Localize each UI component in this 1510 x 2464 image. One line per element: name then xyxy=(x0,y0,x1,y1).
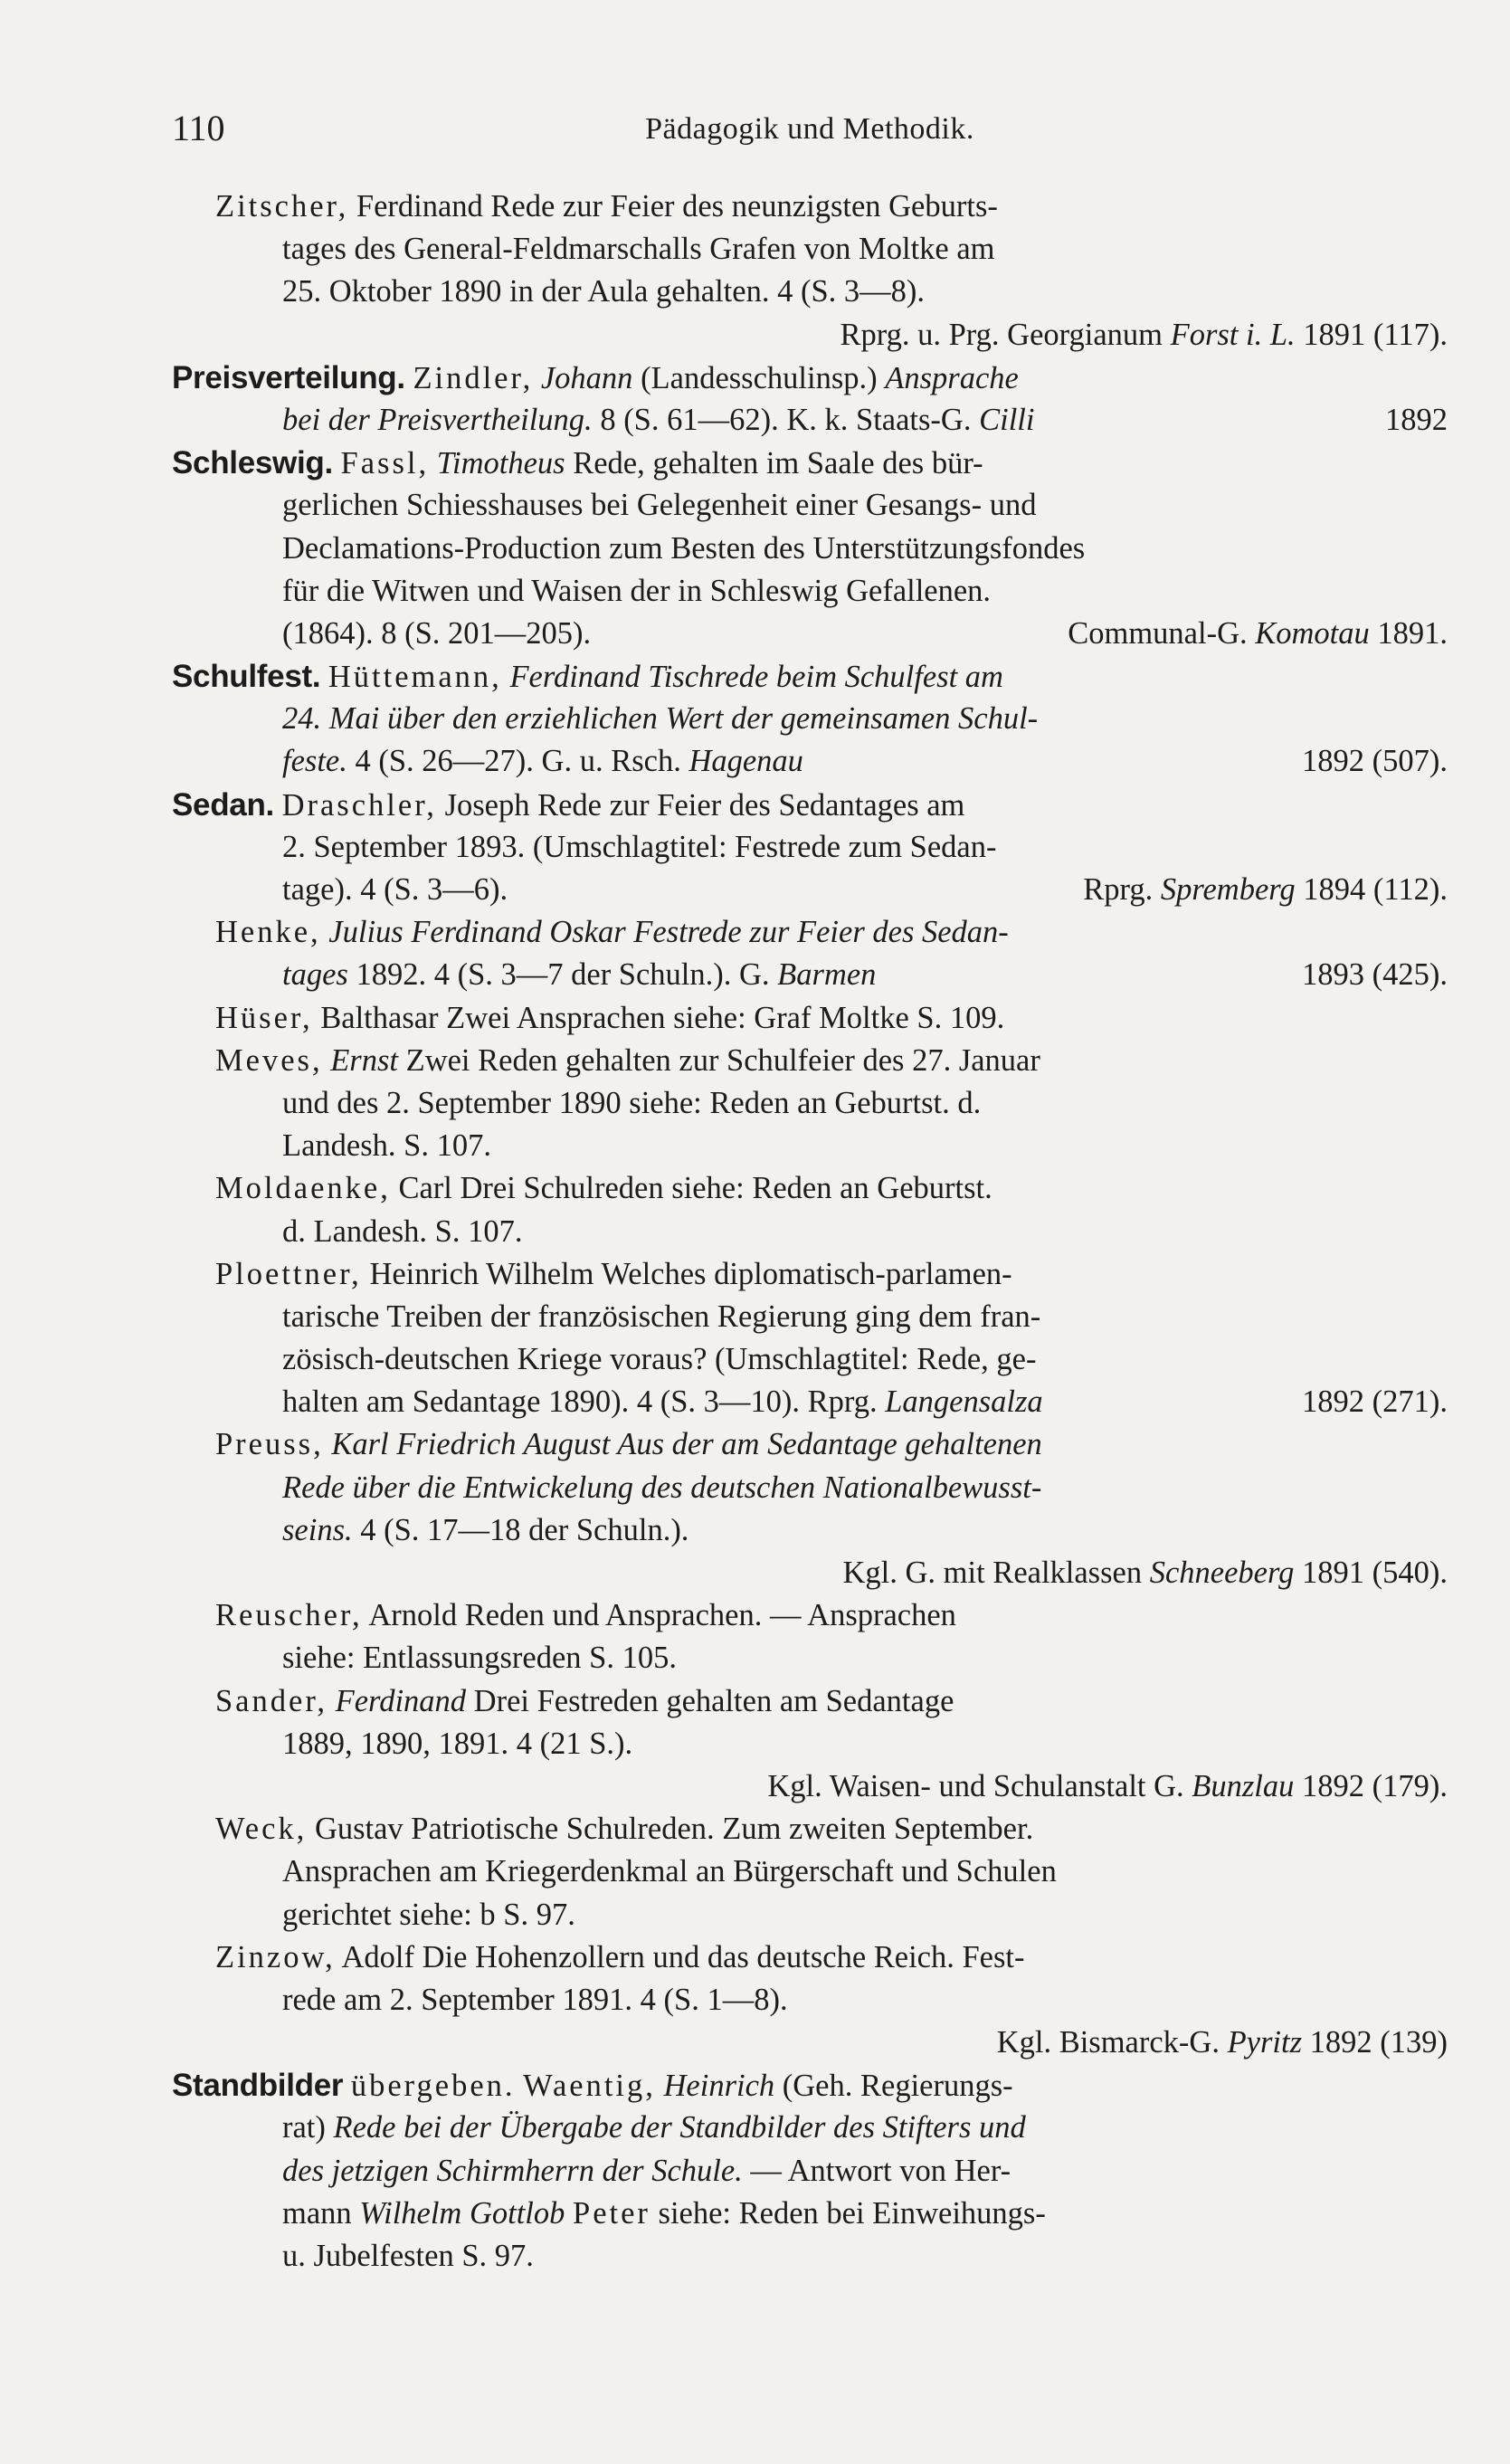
author-name: Sander, xyxy=(215,1683,328,1718)
text-line xyxy=(172,2022,1448,2064)
title-text: Ferdinand xyxy=(335,1683,467,1718)
title-text: Julius Ferdinand Oskar Festrede zur Feier des Sedan- xyxy=(328,915,1009,950)
text-segment: (Geh. Regierungs- xyxy=(774,2069,1013,2104)
text-segment xyxy=(333,446,341,480)
text-line xyxy=(172,399,1448,442)
title-text: feste. xyxy=(282,744,347,779)
text-segment: siehe: Entlassungsreden S. 105. xyxy=(282,1641,677,1676)
text-segment: tage). 4 (S. 3—6). xyxy=(282,872,508,907)
text-segment: Kgl. G. mit Realklassen xyxy=(842,1555,1150,1590)
text-segment: Balthasar Zwei Ansprachen siehe: Graf Moltke S. 109. xyxy=(312,1000,1005,1035)
title-text: Forst i. L. xyxy=(1170,317,1296,352)
text-line xyxy=(172,1082,1448,1125)
text-line xyxy=(172,484,1448,527)
title-text: Spremberg xyxy=(1160,872,1296,907)
title-text: 24. Mai über den erziehlichen Wert der gemeinsamen Schul- xyxy=(282,701,1039,737)
text-line xyxy=(172,1680,1448,1723)
text-segment: u. Jubelfesten S. 97. xyxy=(282,2239,534,2273)
text-segment: Drei Festreden gehalten am Sedantage xyxy=(466,1683,954,1718)
text-line xyxy=(172,1552,1448,1594)
title-text: Rede über die Entwickelung des deutschen Nationalbewusst- xyxy=(282,1470,1042,1505)
text-line xyxy=(172,228,1448,271)
text-line xyxy=(172,186,1448,228)
title-text: seins. xyxy=(282,1512,353,1547)
text-line xyxy=(172,1850,1448,1893)
text-line xyxy=(172,442,1448,484)
text-segment: Rede, gehalten im Saale des bür- xyxy=(565,446,983,481)
text-segment xyxy=(274,788,282,823)
publication-info xyxy=(1068,613,1448,655)
text-segment: Declamations-Production zum Besten des Unterstützungsfondes xyxy=(282,530,1086,566)
text-line xyxy=(172,1509,1448,1552)
text-segment: Kgl. Bismarck-G. xyxy=(996,2025,1228,2060)
text-segment xyxy=(320,660,328,694)
title-text: Heinrich xyxy=(663,2069,775,2104)
text-segment: 1892 (271). xyxy=(1302,1384,1448,1420)
text-segment: Adolf Die Hohenzollern und das deutsche Reich. Fest- xyxy=(335,1939,1025,1974)
text-segment: mann xyxy=(282,2195,360,2231)
text-line xyxy=(172,2064,1448,2107)
text-segment: Kgl. Waisen- und Schulanstalt G. xyxy=(767,1768,1192,1803)
text-line xyxy=(172,1936,1448,1979)
text-line xyxy=(172,1765,1448,1808)
text-segment xyxy=(343,2069,351,2103)
text-line xyxy=(172,1253,1448,1296)
text-line xyxy=(172,357,1448,399)
text-line xyxy=(172,1894,1448,1936)
text-segment: Ferdinand Rede zur Feier des neunzigsten Geburts- xyxy=(348,189,998,224)
text-segment: 25. Oktober 1890 in der Aula gehalten. 4 (S. 3—8). xyxy=(282,274,925,309)
title-text: tages xyxy=(282,957,348,993)
author-name: Moldaenke, xyxy=(215,1171,391,1206)
author-name: Peter xyxy=(573,2195,651,2231)
title-text: Barmen xyxy=(777,957,877,993)
title-text: Timotheus xyxy=(436,446,565,481)
text-segment: 4 (S. 26—27). G. u. Rsch. xyxy=(347,744,689,779)
text-line xyxy=(172,1040,1448,1082)
subject-heading: Preisverteilung. xyxy=(172,359,405,395)
text-segment: 1892. 4 (S. 3—7 der Schuln.). G. xyxy=(347,957,778,993)
text-line xyxy=(172,314,1448,357)
text-segment: 2. September 1893. (Umschlagtitel: Festrede zum Sedan- xyxy=(282,829,997,864)
text-segment: (1864). 8 (S. 201—205). xyxy=(282,615,592,651)
publication-info xyxy=(1302,1381,1448,1423)
text-segment: für die Witwen und Waisen der in Schleswig Gefallenen. xyxy=(282,573,992,608)
title-text: Langensalza xyxy=(885,1384,1043,1420)
text-line xyxy=(172,613,1448,655)
author-name: Fassl, xyxy=(340,446,430,481)
text-segment: Arnold Reden und Ansprachen. — Ansprachen xyxy=(362,1598,956,1633)
subject-heading: Sedan. xyxy=(172,786,274,823)
text-segment: rede am 2. September 1891. 4 (S. 1—8). xyxy=(282,1982,788,2017)
text-segment: rat) xyxy=(282,2110,334,2145)
title-text: Bunzlau xyxy=(1192,1768,1295,1803)
text-line xyxy=(172,1211,1448,1253)
text-line xyxy=(172,1167,1448,1210)
title-text: Pyritz xyxy=(1227,2025,1303,2060)
text-segment: und des 2. September 1890 siehe: Reden an Geburtst. d. xyxy=(282,1085,982,1120)
text-segment: gerichtet siehe: b S. 97. xyxy=(282,1897,575,1932)
publication-info xyxy=(1302,740,1448,783)
text-segment xyxy=(328,1684,336,1718)
text-segment xyxy=(656,2069,664,2103)
text-line xyxy=(172,997,1448,1040)
title-text: Cilli xyxy=(979,402,1035,437)
title-text: Hagenau xyxy=(689,744,803,779)
title-text: Schneeberg xyxy=(1149,1555,1295,1590)
text-segment: Ansprachen am Kriegerdenkmal an Bürgerschaft und Schulen xyxy=(282,1854,1057,1889)
text-line xyxy=(172,570,1448,613)
text-line xyxy=(172,784,1448,826)
text-segment: 1892 (139) xyxy=(1302,2025,1448,2060)
text-line xyxy=(172,740,1448,783)
title-text: Komotau xyxy=(1255,615,1370,651)
text-segment: halten am Sedantage 1890). 4 (S. 3—10). Rprg. xyxy=(282,1384,886,1420)
text-segment: zösisch-deutschen Kriege voraus? (Umschlagtitel: Rede, ge- xyxy=(282,1342,1037,1377)
text-segment: Carl Drei Schulreden siehe: Reden an Geburtst. xyxy=(390,1171,992,1206)
text-segment xyxy=(429,446,437,480)
text-line xyxy=(172,1808,1448,1850)
title-text: des jetzigen Schirmherrn der Schule. xyxy=(282,2153,743,2188)
subject-heading: Standbilder xyxy=(172,2068,344,2104)
publication-info xyxy=(1302,954,1448,996)
author-name: übergeben. xyxy=(350,2069,516,2104)
text-segment: 1892 (507). xyxy=(1302,744,1448,779)
title-text: Johann xyxy=(540,360,633,395)
author-name: Draschler, xyxy=(281,787,437,823)
text-segment: Rprg. xyxy=(1083,872,1161,907)
publication-info xyxy=(843,1552,1448,1594)
page-header xyxy=(172,107,1448,161)
text-line xyxy=(172,2235,1448,2278)
text-segment: Zwei Reden gehalten zur Schulfeier des 27. Januar xyxy=(398,1042,1040,1078)
text-line xyxy=(172,698,1448,740)
text-segment xyxy=(323,1043,331,1078)
title-text: Rede bei der Übergabe der Standbilder des Stifters und xyxy=(333,2110,1026,2145)
author-name: Preuss, xyxy=(215,1427,324,1462)
text-segment: Communal-G. xyxy=(1068,615,1256,651)
text-segment: 4 (S. 17—18 der Schuln.). xyxy=(352,1512,689,1547)
text-segment: — Antwort von Her- xyxy=(742,2153,1011,2188)
publication-info xyxy=(840,314,1448,357)
text-line xyxy=(172,1594,1448,1637)
text-line xyxy=(172,1423,1448,1466)
text-segment: (Landesschulinsp.) xyxy=(632,360,886,395)
page-number: 110 xyxy=(172,108,225,148)
text-segment: Heinrich Wilhelm Welches diplomatisch-parlamen- xyxy=(361,1256,1012,1291)
text-segment xyxy=(321,915,329,949)
author-name: Hüttemann, xyxy=(328,660,502,695)
text-segment: Joseph Rede zur Feier des Sedantages am xyxy=(436,787,965,823)
text-segment xyxy=(533,361,541,395)
title-text: Wilhelm Gottlob xyxy=(359,2195,565,2231)
text-line xyxy=(172,2107,1448,2149)
text-line xyxy=(172,1125,1448,1167)
text-line xyxy=(172,1723,1448,1765)
publication-info xyxy=(1385,399,1448,442)
bibliography-body xyxy=(172,186,1448,2278)
author-name: Henke, xyxy=(215,915,321,950)
author-name: Zinzow, xyxy=(215,1939,336,1974)
text-segment: 8 (S. 61—62). K. k. Staats-G. xyxy=(592,402,980,437)
text-line xyxy=(172,954,1448,996)
subject-heading: Schleswig. xyxy=(172,445,333,481)
text-line xyxy=(172,1296,1448,1338)
text-line xyxy=(172,1637,1448,1679)
text-segment: siehe: Reden bei Einweihungs- xyxy=(650,2195,1046,2231)
text-line xyxy=(172,1381,1448,1423)
text-line xyxy=(172,2193,1448,2235)
text-segment: 1894 (112). xyxy=(1295,872,1448,907)
text-segment: 1892 xyxy=(1385,402,1448,437)
text-line xyxy=(172,911,1448,954)
text-line xyxy=(172,655,1448,698)
text-segment xyxy=(516,2069,524,2103)
text-segment: Landesh. S. 107. xyxy=(282,1128,491,1164)
title-text: bei der Preisvertheilung. xyxy=(282,402,593,437)
author-name: Zitscher, xyxy=(215,189,349,224)
author-name: Ploettner, xyxy=(215,1256,362,1291)
text-line xyxy=(172,2150,1448,2193)
text-line xyxy=(172,826,1448,869)
text-line xyxy=(172,271,1448,313)
text-line xyxy=(172,1979,1448,2022)
text-segment: 1891 (540). xyxy=(1294,1555,1448,1590)
text-segment: 1891. xyxy=(1369,615,1448,651)
publication-info xyxy=(997,2022,1448,2064)
subject-heading: Schulfest. xyxy=(172,659,321,695)
text-segment: Gustav Patriotische Schulreden. Zum zweiten September. xyxy=(307,1812,1034,1847)
title-text: Ferdinand Tischrede beim Schulfest am xyxy=(509,660,1003,695)
text-segment: d. Landesh. S. 107. xyxy=(282,1213,523,1249)
text-segment: tages des General-Feldmarschalls Grafen von Moltke am xyxy=(282,232,995,267)
author-name: Zindler, xyxy=(413,360,534,395)
title-text: Ernst xyxy=(330,1042,398,1078)
text-segment xyxy=(565,2196,573,2231)
running-title: Pädagogik und Methodik. xyxy=(645,112,974,146)
text-segment: gerlichen Schiesshauses bei Gelegenheit einer Gesangs- und xyxy=(282,488,1037,523)
text-segment: 1892 (179). xyxy=(1294,1768,1448,1803)
text-line xyxy=(172,1467,1448,1509)
text-segment: Rprg. u. Prg. Georgianum xyxy=(840,317,1171,352)
author-name: Reuscher, xyxy=(215,1598,363,1633)
publication-info xyxy=(1083,869,1448,911)
author-name: Meves, xyxy=(215,1042,323,1078)
author-name: Weck, xyxy=(215,1812,308,1847)
title-text: Karl Friedrich August Aus der am Sedantage gehaltenen xyxy=(331,1427,1042,1462)
author-name: Hüser, xyxy=(215,1000,313,1035)
title-text: Ansprache xyxy=(885,360,1019,395)
text-line xyxy=(172,869,1448,911)
text-segment: 1891 (117). xyxy=(1295,317,1448,352)
text-segment: 1889, 1890, 1891. 4 (21 S.). xyxy=(282,1726,633,1761)
text-segment: 1893 (425). xyxy=(1302,957,1448,993)
text-line xyxy=(172,1338,1448,1381)
author-name: Waentig, xyxy=(523,2069,656,2104)
publication-info xyxy=(767,1765,1448,1808)
text-segment: tarische Treiben der französischen Regierung ging dem fran- xyxy=(282,1299,1041,1334)
text-line xyxy=(172,528,1448,570)
